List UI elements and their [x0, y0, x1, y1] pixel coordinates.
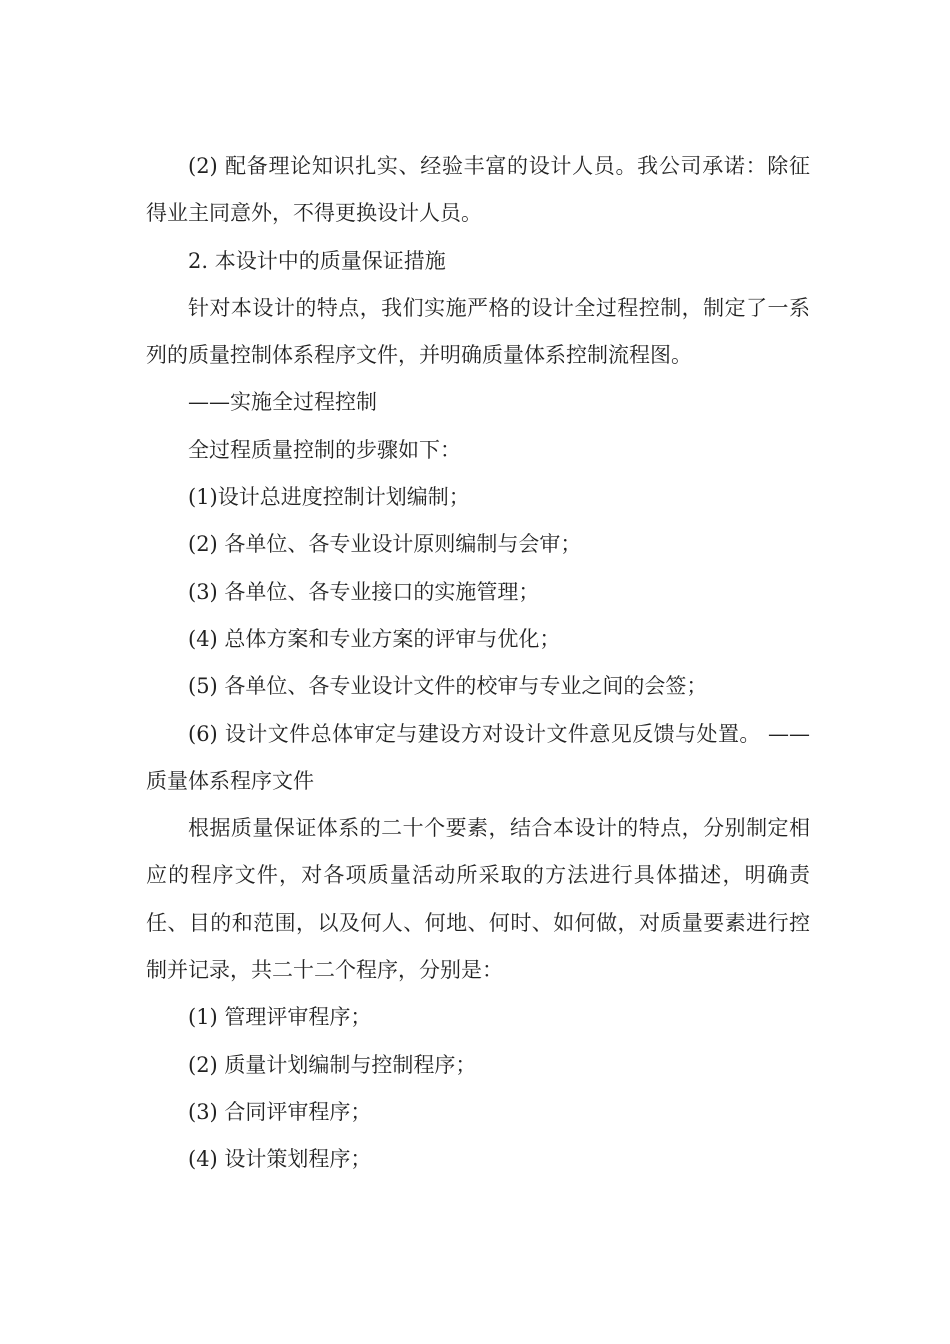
list-item-procedure-1: (1) 管理评审程序； — [188, 1005, 372, 1030]
paragraph-designer-staffing: (2) 配备理论知识扎实、经验丰富的设计人员。我公司承诺：除征得业主同意外，不得更换设计人员。 — [146, 154, 810, 226]
subheading-full-process-control: ——实施全过程控制 — [188, 390, 377, 415]
document-body — [146, 143, 810, 1184]
list-item-step-2: (2) 各单位、各专业设计原则编制与会审； — [188, 532, 582, 557]
list-item-procedure-4: (4) 设计策划程序； — [188, 1147, 372, 1172]
section-heading-quality-measures: 2. 本设计中的质量保证措施 — [188, 248, 446, 273]
list-item-step-4: (4) 总体方案和专业方案的评审与优化； — [188, 626, 561, 651]
paragraph-procedure-documents: 根据质量保证体系的二十个要素，结合本设计的特点，分别制定相应的程序文件，对各项质量活动所采取的方法进行具体描述，明确责任、目的和范围，以及何人、何地、何时、如何做，对质量要素进行控制并记录，共二十二个程序，分别是： — [146, 816, 810, 983]
list-item-step-3: (3) 各单位、各专业接口的实施管理； — [188, 579, 540, 604]
list-item-step-1: (1)设计总进度控制计划编制； — [188, 485, 470, 510]
list-item-step-5: (5) 各单位、各专业设计文件的校审与专业之间的会签； — [188, 674, 708, 699]
list-item-step-6: (6) 设计文件总体审定与建设方对设计文件意见反馈与处置。 ——质量体系程序文件 — [146, 721, 810, 793]
paragraph-steps-intro: 全过程质量控制的步骤如下： — [188, 437, 461, 462]
list-item-procedure-3: (3) 合同评审程序； — [188, 1099, 372, 1124]
paragraph-quality-control-intro: 针对本设计的特点，我们实施严格的设计全过程控制，制定了一系列的质量控制体系程序文件，并明确质量体系控制流程图。 — [146, 295, 810, 368]
list-item-procedure-2: (2) 质量计划编制与控制程序； — [188, 1052, 477, 1077]
